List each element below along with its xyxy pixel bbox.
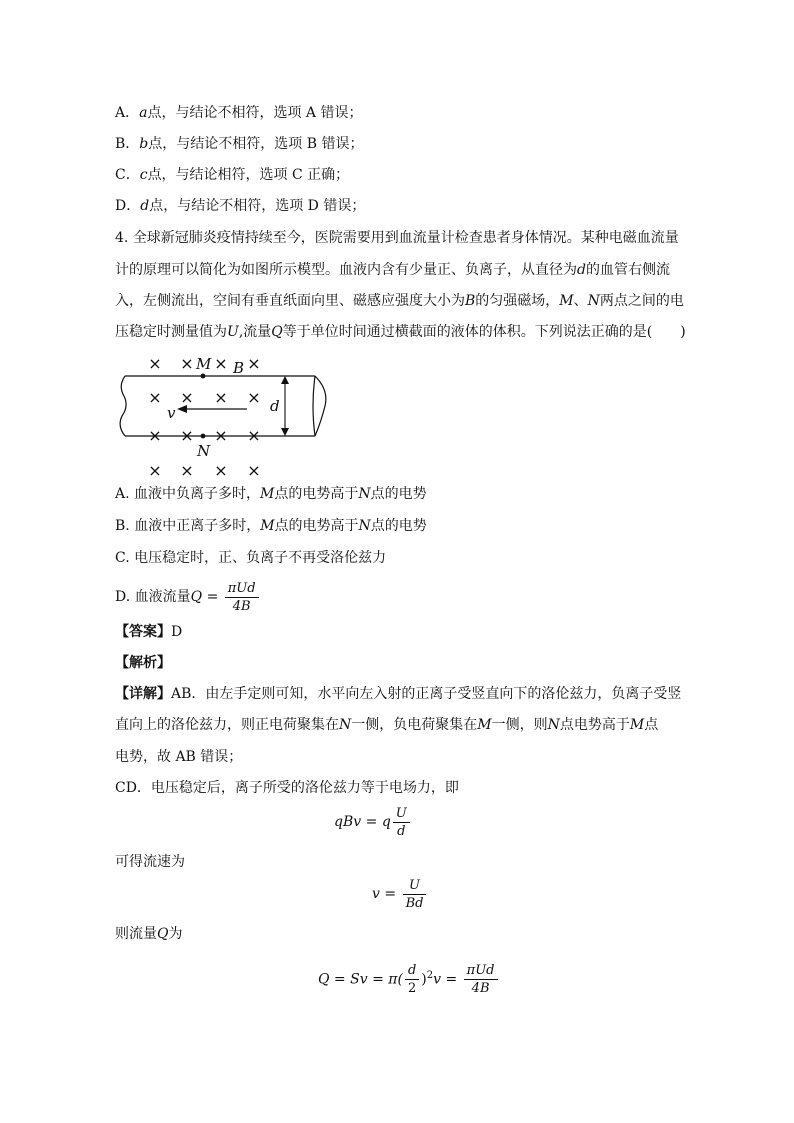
fraction: $\frac{d}{2}$: [405, 962, 419, 997]
detail-line-4: CD．电压稳定后，离子所受的洛伦兹力等于电场力，即: [115, 780, 459, 796]
blood-vessel-diagram: [115, 352, 365, 482]
diameter-arrowhead-bottom: [281, 428, 289, 436]
equation-flow: Q = Sv = π( $\frac{d}{2}$ )$^2$v = $\frac{\text{πUd}}{4B}$: [318, 956, 500, 1000]
question-line-1: 4. 全球新冠肺炎疫情持续至今，医院需要用到血流量计检查患者身体情况。某种电磁血流量: [115, 230, 679, 246]
label-m: M: [196, 355, 212, 373]
field-cross: ×: [214, 388, 228, 407]
vessel-right-end-inner: [313, 376, 315, 436]
field-cross: ×: [247, 426, 261, 445]
prev-option-c: C．c点，与结论相符，选项 C 正确；: [115, 167, 350, 183]
field-cross: ×: [148, 426, 162, 445]
vessel-right-end: [315, 376, 326, 436]
text-flow: 则流量Q为: [115, 926, 183, 942]
prev-option-a: A．a点，与结论不相符，选项 A 错误；: [115, 105, 363, 121]
field-cross: ×: [148, 354, 162, 373]
field-cross: ×: [247, 388, 261, 407]
question-line-2: 计的原理可以简化为如图所示模型。血液内含有少量正、负离子，从直径为d的血管右侧流: [115, 262, 670, 278]
question-line-3: 入，左侧流出，空间有垂直纸面向里、磁感应强度大小为B的匀强磁场，M、N两点之间的电: [115, 293, 684, 309]
label-d: d: [270, 397, 280, 415]
prev-option-b: B．b点，与结论不相符，选项 B 错误；: [115, 136, 364, 152]
field-cross: ×: [180, 354, 194, 373]
field-cross: ×: [148, 461, 162, 480]
option-c: C. 电压稳定时，正、负离子不再受洛伦兹力: [115, 550, 387, 566]
answer-label: 【答案】: [115, 624, 171, 640]
label-v: v: [167, 404, 176, 422]
detail-line-1: 【详解】AB．由左手定则可知，水平向左入射的正离子受竖直向下的洛伦兹力，负离子受竖: [115, 686, 682, 702]
equation-lorentz-balance: qBv = q $\frac{U}{d}$: [334, 802, 412, 842]
fraction: $\frac{\text{πUd}}{4B}$: [464, 962, 498, 997]
option-a: A. 血液中负离子多时，M点的电势高于N点的电势: [115, 486, 427, 502]
field-cross: ×: [180, 461, 194, 480]
analysis-heading: 【解析】: [115, 655, 171, 671]
answer: [115, 622, 182, 642]
vessel-left-break: [120, 376, 126, 436]
fraction: $\frac{U}{Bd}$: [403, 877, 427, 912]
field-cross: ×: [214, 354, 228, 373]
detail-line-3: 电势，故 AB 错误；: [115, 749, 243, 765]
prev-option-d: D．d点，与结论不相符，选项 D 错误；: [115, 198, 366, 214]
detail-line-2: 直向上的洛伦兹力，则正电荷聚集在N一侧，负电荷聚集在M一侧，则N点电势高于M点: [115, 717, 659, 733]
field-cross: ×: [214, 461, 228, 480]
text-speed: 可得流速为: [115, 854, 185, 870]
label-n: N: [197, 442, 211, 460]
diameter-arrowhead-top: [281, 376, 289, 384]
option-b: B. 血液中正离子多时，M点的电势高于N点的电势: [115, 518, 427, 534]
field-cross: ×: [180, 388, 194, 407]
field-cross: ×: [214, 426, 228, 445]
field-cross: ×: [247, 354, 261, 373]
label-b: B: [233, 359, 245, 377]
question-number: 4.: [115, 230, 129, 246]
field-cross: ×: [148, 388, 162, 407]
point-m: [201, 374, 206, 379]
fraction: $\frac{\text{πUd}}{4B}$: [225, 580, 259, 615]
point-n: [201, 434, 206, 439]
equation-speed: v = $\frac{U}{Bd}$: [372, 874, 428, 914]
fraction: $\frac{U}{d}$: [393, 805, 410, 840]
answer-value: D: [171, 624, 183, 640]
question-line-4: 压稳定时测量值为U,流量Q等于单位时间通过横截面的液体的体积。下列说法正确的是( ): [115, 324, 686, 340]
option-d: D. 血液流量Q = $\frac{\text{πUd}}{4B}$: [115, 578, 261, 616]
field-cross: ×: [247, 461, 261, 480]
field-cross: ×: [180, 426, 194, 445]
